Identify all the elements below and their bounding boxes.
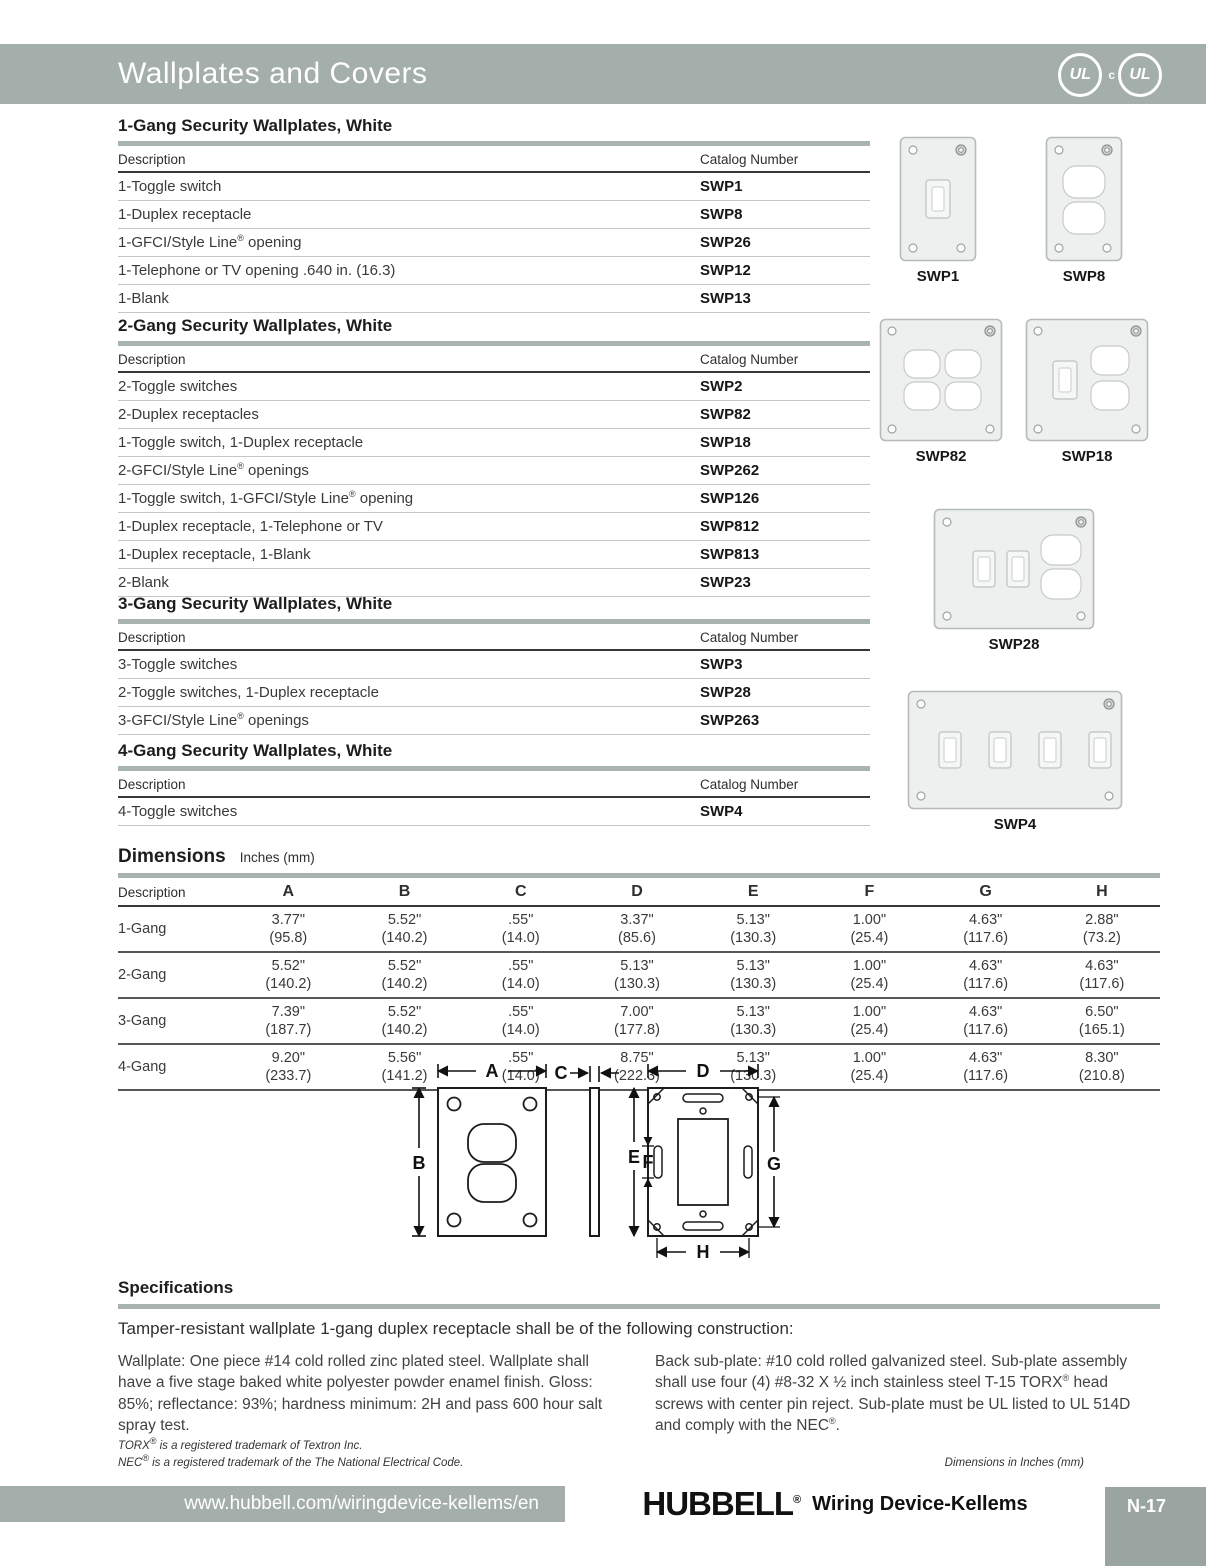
wallplate-duplex-image — [1045, 136, 1123, 262]
spec-paragraph-subplate: Back sub-plate: #10 cold rolled galvanized steel. Sub-plate assembly shall use four (4) #8-32 X ½ inch stainless steel T-15 TORX® head screws with center pin reject. Sub-plate must be UL listed to UL 514D and comply with the NEC®. — [655, 1353, 1131, 1435]
dimensions-note: Dimensions in Inches (mm) — [944, 1457, 1084, 1469]
cul-mark-text: UL — [1129, 66, 1151, 83]
hubbell-logo — [642, 1485, 800, 1523]
dimension-value: 7.00" (177.8) — [613, 1004, 660, 1038]
brand-block — [565, 1486, 1105, 1522]
table-row — [118, 541, 870, 569]
column-header-description: Description — [118, 777, 186, 792]
brand-name: HUBBELL — [642, 1485, 794, 1522]
dimensions-row — [118, 952, 1160, 998]
row-description: 1-Telephone or TV opening .640 in. (16.3) — [118, 262, 396, 279]
section-title: 2-Gang Security Wallplates, White — [118, 316, 393, 335]
column-header-e: E — [747, 883, 759, 900]
brand-tagline: Wiring Device-Kellems — [812, 1492, 1028, 1515]
dimension-diagram — [398, 1058, 810, 1270]
catalog-table-1-gang — [118, 146, 870, 313]
dimension-value: 4.63" (117.6) — [963, 1050, 1009, 1084]
row-description: 1-Duplex receptacle, 1-Telephone or TV — [118, 518, 383, 535]
table-row — [118, 229, 870, 257]
page-title: Wallplates and Covers — [118, 57, 428, 90]
footer-url: www.hubbell.com/wiringdevice-kellems/en — [184, 1493, 539, 1514]
dim-label-b: B — [412, 1153, 426, 1173]
dimension-value: .55" (14.0) — [501, 1004, 540, 1038]
row-catalog-number: SWP126 — [700, 490, 760, 507]
dimension-value: 5.52" (140.2) — [381, 1004, 428, 1038]
section-3-gang — [118, 594, 870, 735]
dimension-value: 6.50" (165.1) — [1078, 1004, 1125, 1038]
row-description: 2-GFCI/Style Line® openings — [118, 461, 309, 479]
catalog-table-2-gang — [118, 346, 870, 597]
row-catalog-number: SWP2 — [700, 378, 743, 395]
section-2-gang — [118, 316, 870, 597]
row-catalog-number: SWP12 — [700, 262, 751, 279]
row-description: 1-Toggle switch, 1-Duplex receptacle — [118, 434, 364, 451]
row-description: 1-GFCI/Style Line® opening — [118, 233, 302, 251]
table-row — [118, 172, 870, 201]
cul-listed-icon — [1118, 53, 1162, 97]
row-description: 1-Blank — [118, 290, 169, 307]
column-header-description: Description — [118, 630, 186, 645]
wallplate-toggle-image — [899, 136, 977, 262]
diagram-back-plate-view — [628, 1061, 781, 1262]
dimension-value: .55" (14.0) — [501, 912, 540, 946]
wallplate-4toggle-image — [907, 690, 1123, 810]
dimensions-row-label: 2-Gang — [118, 967, 167, 983]
row-catalog-number: SWP13 — [700, 290, 751, 307]
table-row — [118, 485, 870, 513]
dimension-value: 5.13" (130.3) — [613, 958, 660, 992]
product-figure-swp18 — [1024, 318, 1150, 465]
footnotes — [118, 1438, 1160, 1472]
dim-label-a: A — [485, 1061, 499, 1081]
dimension-value: 1.00" (25.4) — [850, 912, 889, 946]
table-row — [118, 650, 870, 679]
dim-label-g: G — [766, 1154, 782, 1174]
dim-label-c: C — [554, 1063, 568, 1083]
table-header-row — [118, 146, 870, 172]
certification-marks — [1058, 53, 1162, 97]
dimension-value: 3.37" (85.6) — [618, 912, 656, 946]
table-row — [118, 679, 870, 707]
footer-url-bar — [0, 1486, 565, 1522]
row-catalog-number: SWP82 — [700, 406, 751, 423]
column-header-d: D — [631, 883, 643, 900]
column-header-b: B — [398, 883, 411, 900]
column-header-g: G — [979, 883, 992, 900]
row-catalog-number: SWP812 — [700, 518, 760, 535]
dimension-value: 5.52" (140.2) — [381, 958, 428, 992]
row-catalog-number: SWP28 — [700, 684, 751, 701]
dimension-value: 5.13" (130.3) — [730, 1004, 777, 1038]
diagram-side-view — [555, 1063, 620, 1236]
section-4-gang — [118, 741, 870, 826]
dimensions-title: Dimensions — [118, 846, 226, 867]
table-row — [118, 401, 870, 429]
page-header-bar — [0, 44, 1206, 104]
dimension-value: 4.63" (117.6) — [1079, 958, 1125, 992]
dimension-value: 5.56" (141.2) — [381, 1050, 428, 1084]
dimension-value: 5.13" (130.3) — [730, 1050, 777, 1084]
row-description: 2-Toggle switches — [118, 378, 238, 395]
row-description: 4-Toggle switches — [118, 803, 238, 820]
row-catalog-number: SWP813 — [700, 546, 760, 563]
dimensions-units: Inches (mm) — [239, 850, 315, 865]
dimension-value: 1.00" (25.4) — [850, 1050, 889, 1084]
row-description: 2-Blank — [118, 574, 169, 591]
page-number: N-17 — [1127, 1496, 1167, 1516]
dim-label-e: E — [627, 1147, 641, 1167]
figure-label: SWP1 — [916, 268, 960, 285]
section-title: 3-Gang Security Wallplates, White — [118, 594, 393, 613]
dimensions-row — [118, 998, 1160, 1044]
row-catalog-number: SWP262 — [700, 462, 760, 479]
dimension-value: .55" (14.0) — [501, 1050, 540, 1084]
dimension-value: 7.39" (187.7) — [265, 1004, 312, 1038]
section-specifications — [118, 1278, 1160, 1435]
row-description: 1-Toggle switch, 1-GFCI/Style Line® opening — [118, 489, 414, 507]
row-catalog-number: SWP4 — [700, 803, 743, 820]
dimension-value: 4.63" (117.6) — [963, 912, 1009, 946]
column-header-h: H — [1096, 883, 1108, 900]
product-figure-swp4 — [906, 690, 1124, 833]
dim-label-d: D — [696, 1061, 710, 1081]
dimension-value: 5.13" (130.3) — [730, 958, 777, 992]
column-header-description: Description — [118, 352, 186, 367]
dimension-value: 5.52" (140.2) — [265, 958, 312, 992]
table-header-row — [118, 878, 1160, 906]
row-description: 1-Toggle switch — [118, 178, 222, 195]
diagram-front-view — [412, 1061, 546, 1236]
dimension-value: 5.13" (130.3) — [730, 912, 777, 946]
table-row — [118, 201, 870, 229]
specifications-title: Specifications — [118, 1278, 234, 1297]
figure-label: SWP4 — [993, 816, 1037, 833]
section-dimensions — [118, 846, 1160, 1091]
row-catalog-number: SWP8 — [700, 206, 743, 223]
section-title: 4-Gang Security Wallplates, White — [118, 741, 393, 760]
column-header-catalog-number: Catalog Number — [700, 352, 799, 367]
dimension-value: 3.77" (95.8) — [269, 912, 308, 946]
product-figure-swp8 — [1036, 136, 1132, 285]
dim-label-h: H — [696, 1242, 710, 1262]
dimension-value: 1.00" (25.4) — [850, 958, 889, 992]
column-header-description: Description — [118, 884, 186, 900]
footnote-nec: NEC® is a registered trademark of the The National Electrical Code. — [118, 1453, 464, 1469]
dimension-value: 2.88" (73.2) — [1082, 912, 1121, 946]
product-figure-swp82 — [878, 318, 1004, 465]
table-header-row — [118, 771, 870, 797]
row-catalog-number: SWP23 — [700, 574, 751, 591]
product-figure-swp28 — [932, 508, 1096, 653]
figure-label: SWP18 — [1061, 448, 1113, 465]
row-catalog-number: SWP263 — [700, 712, 760, 729]
dimensions-row-label: 3-Gang — [118, 1013, 167, 1029]
dim-label-f: F — [642, 1152, 654, 1172]
ul-listed-icon — [1058, 53, 1102, 97]
dimension-value: 5.52" (140.2) — [381, 912, 428, 946]
table-row — [118, 257, 870, 285]
table-header-row — [118, 624, 870, 650]
column-header-catalog-number: Catalog Number — [700, 630, 799, 645]
section-1-gang — [118, 116, 870, 313]
ul-mark-text: UL — [1069, 66, 1091, 83]
dimension-value: 8.30" (210.8) — [1078, 1050, 1125, 1084]
table-row — [118, 569, 870, 597]
catalog-table-4-gang — [118, 771, 870, 826]
dimensions-row-label: 1-Gang — [118, 921, 167, 937]
row-description: 2-Duplex receptacles — [118, 406, 259, 423]
row-description: 1-Duplex receptacle — [118, 206, 252, 223]
figure-label: SWP82 — [915, 448, 967, 465]
product-figure-swp1 — [890, 136, 986, 285]
wallplate-toggle-duplex-image — [1025, 318, 1149, 442]
table-row — [118, 797, 870, 826]
brand-registered-mark: ® — [793, 1494, 801, 1506]
dimension-value: 9.20" (233.7) — [265, 1050, 312, 1084]
footnote-torx: TORX® is a registered trademark of Textron Inc. — [118, 1436, 363, 1452]
row-catalog-number: SWP1 — [700, 178, 743, 195]
table-row — [118, 513, 870, 541]
dimension-value: 4.63" (117.6) — [963, 1004, 1009, 1038]
page-number-box — [1105, 1487, 1206, 1566]
row-description: 2-Toggle switches, 1-Duplex receptacle — [118, 684, 379, 701]
wallplate-double-duplex-image — [879, 318, 1003, 442]
specifications-intro: Tamper-resistant wallplate 1-gang duplex receptacle shall be of the following construction: — [118, 1319, 794, 1338]
dimensions-row — [118, 906, 1160, 952]
dimensions-row-label: 4-Gang — [118, 1059, 167, 1075]
row-description: 3-GFCI/Style Line® openings — [118, 711, 309, 729]
row-catalog-number: SWP26 — [700, 234, 751, 251]
catalog-table-3-gang — [118, 624, 870, 735]
dimension-value: .55" (14.0) — [501, 958, 540, 992]
column-header-catalog-number: Catalog Number — [700, 777, 799, 792]
section-title: 1-Gang Security Wallplates, White — [118, 116, 393, 135]
section-rule — [118, 1304, 1160, 1309]
row-catalog-number: SWP3 — [700, 656, 743, 673]
table-row — [118, 429, 870, 457]
column-header-a: A — [282, 883, 295, 900]
table-row — [118, 457, 870, 485]
column-header-description: Description — [118, 152, 186, 167]
column-header-f: F — [864, 883, 875, 900]
table-row — [118, 285, 870, 313]
column-header-catalog-number: Catalog Number — [700, 152, 799, 167]
dimension-value: 4.63" (117.6) — [963, 958, 1009, 992]
table-header-row — [118, 346, 870, 372]
dimension-value: 1.00" (25.4) — [850, 1004, 889, 1038]
figure-label: SWP28 — [988, 636, 1040, 653]
cul-prefix: c — [1108, 68, 1115, 82]
spec-paragraph-wallplate: Wallplate: One piece #14 cold rolled zinc plated steel. Wallplate shall have a five stage baked white polyester powder enamel finish. Gloss: 85%; reflectance: 93%; hardness minimum: 2H and pass 600 hour salt spray test. — [118, 1353, 603, 1435]
dimension-value: 8.75" (222.3) — [613, 1050, 660, 1084]
table-row — [118, 372, 870, 401]
wallplate-2toggle-duplex-image — [933, 508, 1095, 630]
row-catalog-number: SWP18 — [700, 434, 751, 451]
dimensions-heading — [118, 846, 1160, 868]
row-description: 1-Duplex receptacle, 1-Blank — [118, 546, 311, 563]
table-row — [118, 707, 870, 735]
column-header-c: C — [514, 883, 527, 900]
row-description: 3-Toggle switches — [118, 656, 238, 673]
figure-label: SWP8 — [1062, 268, 1106, 285]
